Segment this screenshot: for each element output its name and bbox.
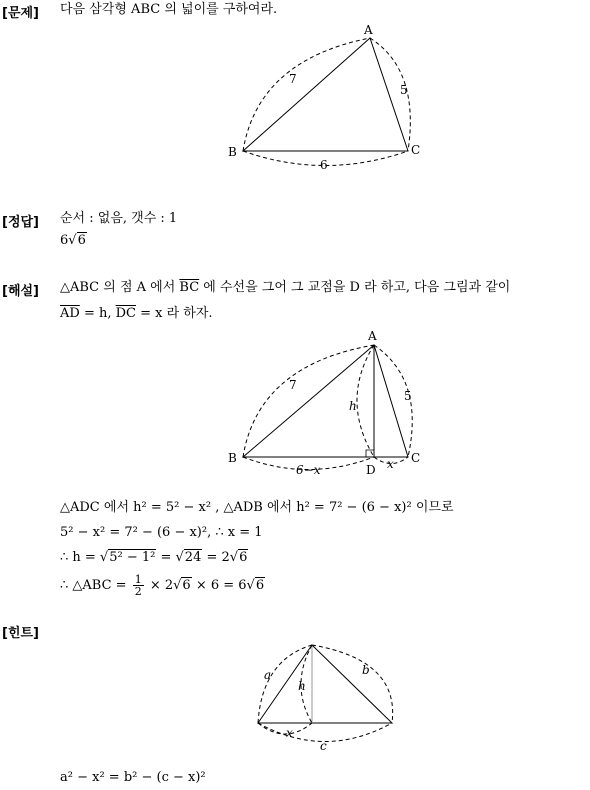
segment-x-label: x — [286, 726, 293, 740]
side-ac-label: 5 — [404, 389, 412, 403]
solution-l1-b: 에 수선을 그어 그 교점을 D 라 하고, 다음 그림과 같이 — [199, 280, 511, 295]
solution-l2-a: = h, — [79, 306, 116, 321]
vertex-c-label: C — [411, 451, 421, 465]
problem-tag: [문제] — [2, 6, 39, 21]
answer-tag: [정답] — [2, 215, 39, 230]
side-bd-label: 6−x — [296, 463, 321, 477]
vertex-b-label: B — [228, 451, 237, 465]
answer-prefix: 6√ — [60, 233, 77, 248]
hint-tag: [힌트] — [2, 626, 39, 641]
hint-eq: a² − x² = b² − (c − x)² — [60, 770, 206, 785]
eq4-c: × 6 = 6√ — [191, 578, 255, 593]
vertex-c-label: C — [411, 143, 421, 157]
segment-bc: $\overline{BC}$ — [179, 280, 200, 295]
vertex-a-label: A — [368, 329, 377, 343]
side-b-label: b — [362, 663, 370, 677]
eq3-radicand1: 5² − 1² — [109, 550, 156, 565]
vertex-d-label: D — [366, 463, 376, 477]
eq3-radicand3: 6 — [239, 550, 248, 565]
solution-eq2: 5² − x² = 7² − (6 − x)², ∴ x = 1 — [60, 525, 263, 540]
segment-dc: $\overline{DC}$ — [115, 306, 136, 321]
side-ac-label: 5 — [400, 83, 408, 97]
side-ab-label: 7 — [289, 72, 297, 86]
frac-denominator: 2 — [134, 585, 142, 598]
answer-radicand: 6 — [77, 233, 86, 248]
answer-line1: 순서 : 없음, 갯수 : 1 — [60, 211, 178, 226]
eq4-a: ∴ △ABC = — [60, 578, 131, 593]
eq4-radicand2: 6 — [255, 578, 265, 593]
eq4-b: × 2√ — [145, 578, 182, 593]
side-c-label: c — [320, 739, 327, 753]
triangle-sides — [258, 645, 392, 723]
height-h-label: h — [349, 399, 357, 413]
solution-l2-b: = x 라 하자. — [135, 306, 213, 321]
eq3-b: = √ — [156, 550, 184, 565]
arc-x — [258, 723, 312, 734]
solution-l1-a: △ABC 의 점 A 에서 — [60, 280, 180, 295]
vertex-b-label: B — [228, 145, 237, 159]
side-ab-label: 7 — [289, 378, 297, 392]
segment-ad: $\overline{AD}$ — [60, 306, 80, 321]
eq4-radicand1: 6 — [182, 578, 191, 593]
eq3-a: ∴ h = √ — [60, 550, 109, 565]
vertex-a-label: A — [364, 23, 373, 37]
height-h-label: h — [298, 679, 306, 693]
eq3-c: = 2√ — [202, 550, 239, 565]
side-dc-label: x — [387, 457, 394, 471]
frac-numerator: 1 — [134, 573, 142, 586]
side-bc-label: 6 — [320, 158, 328, 172]
solution-eq1: △ADC 에서 h² = 5² − x² , △ADB 에서 h² = 7² − (6 − x)² 이므로 — [60, 500, 454, 515]
eq3-radicand2: 24 — [184, 550, 202, 565]
side-a-label: a — [264, 668, 272, 682]
problem-text: 다음 삼각형 ABC 의 넓이를 구하여라. — [60, 2, 278, 17]
solution-tag: [해설] — [2, 284, 39, 299]
